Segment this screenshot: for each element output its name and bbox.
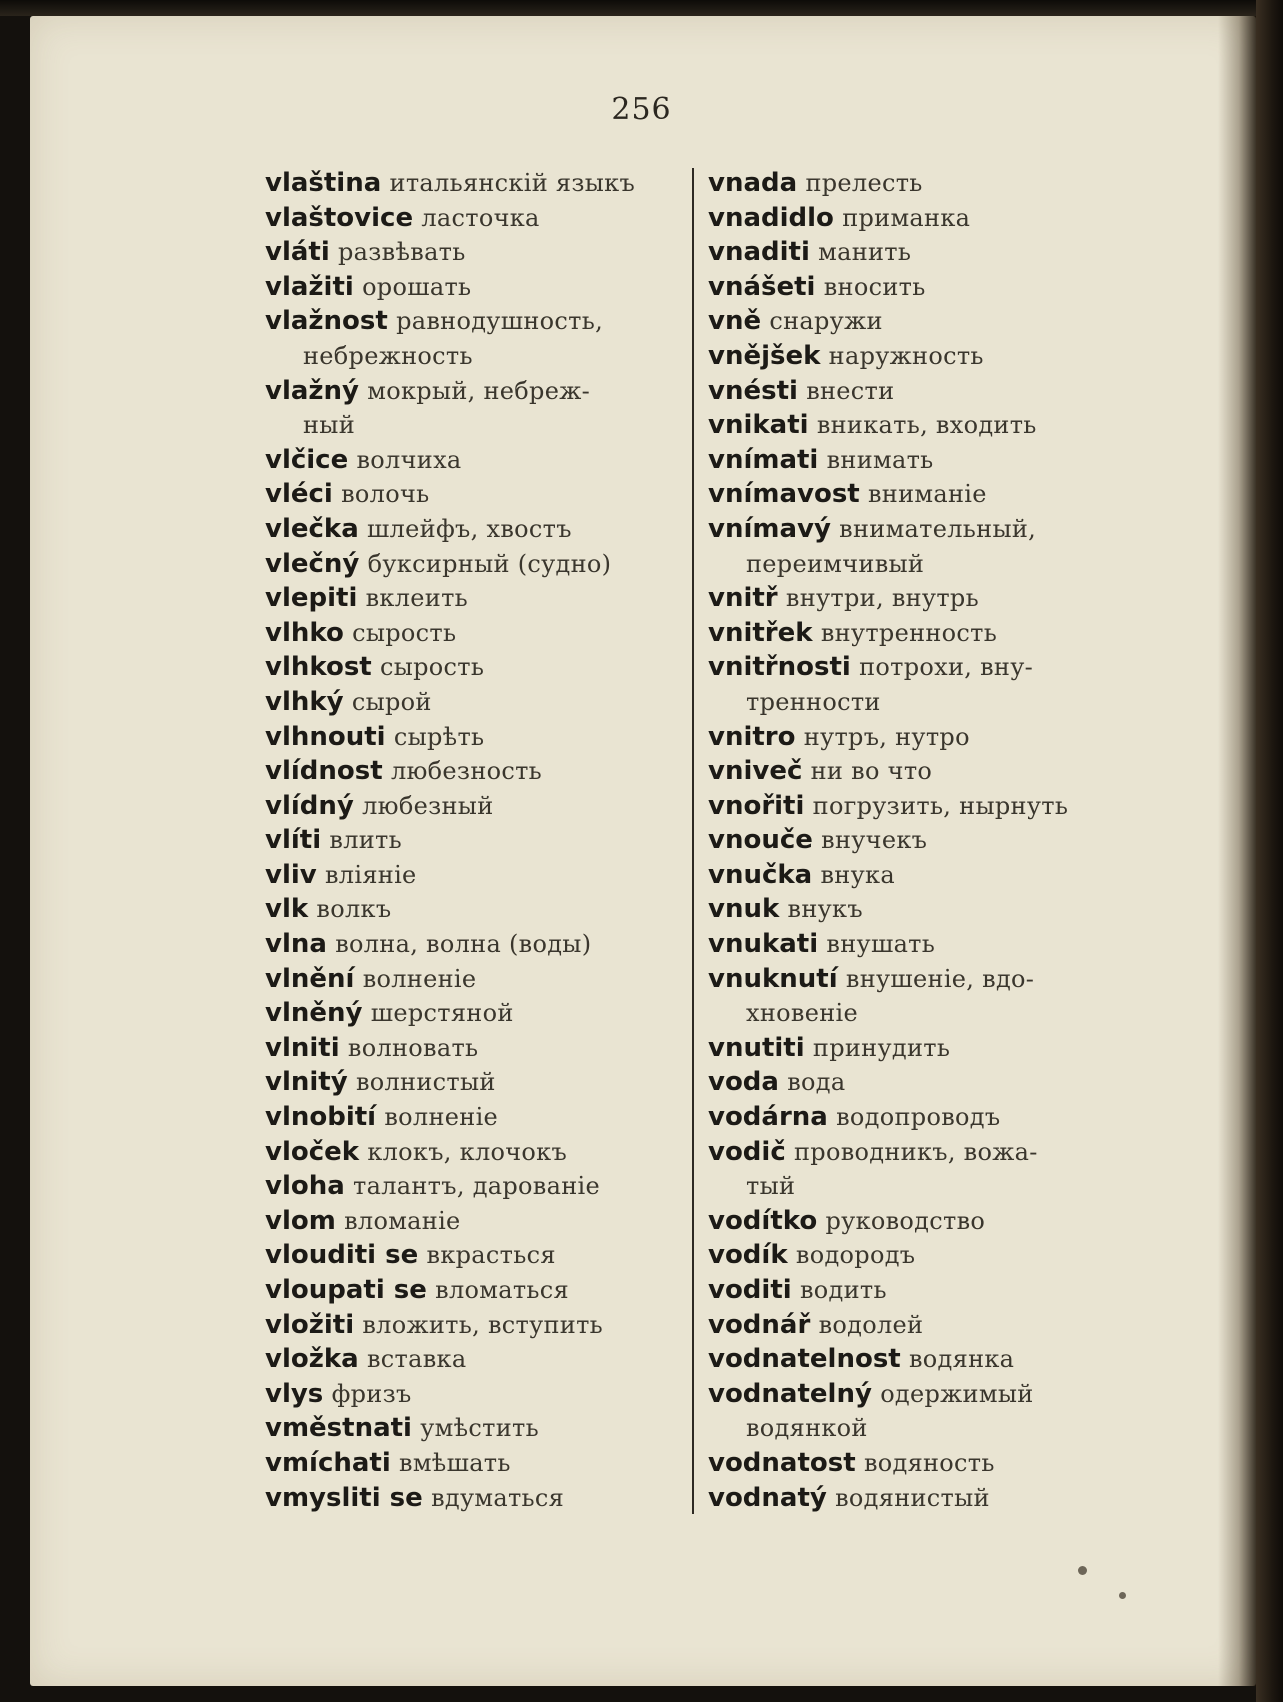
- entry-headword: vlíti: [265, 825, 322, 856]
- dictionary-entry: [708, 235, 1128, 270]
- dictionary-entry: [265, 443, 685, 478]
- entry-translation: внучекъ: [821, 826, 928, 855]
- entry-headword: vloha: [265, 1171, 345, 1202]
- dictionary-entry: [708, 270, 1128, 305]
- entry-headword: vnímavost: [708, 479, 860, 510]
- dictionary-entry: [265, 720, 685, 755]
- entry-translation: равнодушность,: [396, 307, 603, 336]
- entry-headword: voditi: [708, 1275, 792, 1305]
- entry-headword: vodnatý: [708, 1482, 827, 1513]
- entry-translation: нутръ, нутро: [803, 722, 970, 751]
- entry-headword: vnitřnosti: [708, 652, 851, 683]
- entry-translation: прелесть: [805, 169, 923, 197]
- entry-translation: волновать: [347, 1033, 479, 1062]
- dictionary-entry: [708, 339, 1128, 374]
- entry-translation: шерстяной: [370, 999, 514, 1028]
- dictionary-entry: [265, 754, 685, 789]
- dictionary-entry: [708, 1308, 1128, 1343]
- entry-headword: vnaditi: [708, 237, 810, 268]
- dictionary-entry: [265, 789, 685, 824]
- ink-speck: [1119, 1592, 1126, 1599]
- page-number: 256: [611, 92, 672, 127]
- dictionary-entry: [265, 1169, 685, 1204]
- entry-headword: vláti: [265, 237, 330, 268]
- dictionary-entry: [708, 477, 1128, 512]
- entry-headword: vlídnost: [265, 756, 383, 787]
- dictionary-entry: [708, 1377, 1128, 1446]
- dictionary-entry: [708, 927, 1128, 962]
- entry-headword: vodnatelnost: [708, 1344, 901, 1375]
- entry-translation: талантъ, дарованіе: [353, 1172, 600, 1201]
- dictionary-entry: [265, 1238, 685, 1273]
- entry-translation: вниманіе: [868, 480, 987, 509]
- entry-headword: vlněný: [265, 998, 363, 1029]
- dictionary-entry: [265, 616, 685, 651]
- entry-translation: водить: [799, 1276, 887, 1304]
- entry-translation: вода: [787, 1068, 846, 1097]
- entry-translation: манить: [818, 238, 912, 267]
- dictionary-entry: [265, 1411, 685, 1446]
- dictionary-entry: [265, 547, 685, 582]
- dictionary-entry: [708, 1238, 1128, 1273]
- entry-headword: voda: [708, 1067, 779, 1098]
- scan-top-edge: [0, 0, 1283, 16]
- entry-headword: vnuk: [708, 894, 780, 925]
- entry-headword: vlečný: [265, 548, 360, 579]
- entry-translation: руководство: [825, 1206, 986, 1235]
- entry-translation: развѣвать: [338, 238, 466, 267]
- entry-headword: vodík: [708, 1240, 788, 1271]
- entry-headword: vnášeti: [708, 271, 816, 302]
- entry-translation: сырѣть: [393, 722, 485, 751]
- dictionary-entry: [265, 892, 685, 927]
- entry-headword: vnadidlo: [708, 202, 834, 233]
- ink-speck: [1078, 1566, 1087, 1575]
- entry-headword: vlk: [265, 894, 309, 925]
- entry-headword: vlepiti: [265, 583, 358, 614]
- dictionary-entry: [708, 304, 1128, 339]
- dictionary-entry: [708, 581, 1128, 616]
- dictionary-entry: [265, 823, 685, 858]
- entry-headword: vnutiti: [708, 1032, 805, 1063]
- entry-headword: vnímati: [708, 444, 819, 475]
- entry-translation: наружность: [828, 341, 984, 370]
- entry-translation: волненіе: [384, 1103, 499, 1132]
- entry-headword: vodítko: [708, 1205, 818, 1236]
- dictionary-entry: [708, 754, 1128, 789]
- dictionary-entry: [265, 858, 685, 893]
- dictionary-entry: [708, 166, 1128, 201]
- entry-translation: внимательный,: [839, 514, 1037, 543]
- entry-translation: водянистый: [835, 1483, 990, 1512]
- dictionary-entry: [708, 789, 1128, 824]
- dictionary-entry: [708, 892, 1128, 927]
- entry-translation: внимать: [826, 445, 934, 474]
- dictionary-entry: [265, 1446, 685, 1481]
- entry-translation: волна, волна (воды): [335, 930, 592, 959]
- entry-translation: внука: [820, 860, 895, 889]
- entry-translation: водородъ: [795, 1241, 916, 1270]
- entry-headword: vlečka: [265, 513, 359, 544]
- book-edge: [1256, 0, 1283, 1702]
- entry-translation: любезность: [390, 757, 543, 786]
- entry-translation: сырость: [380, 653, 485, 682]
- dictionary-entry: [708, 823, 1128, 858]
- entry-headword: vlnění: [265, 963, 355, 994]
- dictionary-entry: [708, 650, 1128, 719]
- dictionary-entry: [265, 1377, 685, 1412]
- entry-translation: потрохи, вну-: [859, 653, 1034, 682]
- entry-headword: vmysliti se: [265, 1482, 423, 1513]
- entry-translation: волнистый: [355, 1068, 496, 1097]
- entry-translation: влить: [329, 826, 402, 855]
- entry-translation: шлейфъ, хвостъ: [367, 514, 572, 543]
- entry-translation-continuation: ный: [303, 411, 355, 440]
- entry-headword: vnuknutí: [708, 963, 838, 994]
- entry-headword: vlom: [265, 1205, 336, 1236]
- right-column: [708, 166, 1128, 1515]
- entry-headword: vlaštovice: [265, 202, 414, 233]
- entry-headword: vnějšek: [708, 340, 821, 371]
- entry-translation: фризъ: [331, 1379, 412, 1408]
- dictionary-entry: [708, 408, 1128, 443]
- dictionary-entry: [708, 1031, 1128, 1066]
- dictionary-entry: [708, 720, 1128, 755]
- entry-headword: vlna: [265, 929, 327, 960]
- entry-translation: ни во что: [810, 757, 933, 786]
- entry-headword: vnukati: [708, 929, 819, 960]
- entry-translation: внести: [806, 376, 895, 405]
- entry-headword: vnada: [708, 168, 798, 198]
- dictionary-entry: [265, 1065, 685, 1100]
- dictionary-entry: [708, 858, 1128, 893]
- dictionary-entry: [265, 1342, 685, 1377]
- dictionary-entry: [265, 166, 685, 201]
- entry-translation: сырость: [352, 618, 457, 647]
- entry-headword: vodárna: [708, 1102, 828, 1133]
- dictionary-entry: [708, 1481, 1128, 1516]
- dictionary-entry: [265, 201, 685, 236]
- entry-translation: вносить: [823, 272, 926, 301]
- dictionary-entry: [265, 1481, 685, 1516]
- entry-translation: волочь: [341, 480, 430, 509]
- entry-headword: vlys: [265, 1378, 324, 1409]
- dictionary-entry: [265, 581, 685, 616]
- entry-headword: vlouditi se: [265, 1240, 419, 1271]
- column-divider: [692, 168, 694, 1514]
- entry-headword: vlniti: [265, 1032, 340, 1063]
- entry-translation: водянка: [909, 1345, 1015, 1374]
- dictionary-entry: [265, 512, 685, 547]
- dictionary-entry: [265, 1031, 685, 1066]
- left-column: [265, 166, 685, 1515]
- dictionary-entry: [265, 1204, 685, 1239]
- dictionary-entry: [708, 616, 1128, 651]
- entry-headword: vlažnost: [265, 306, 388, 337]
- dictionary-entry: [265, 1273, 685, 1308]
- entry-headword: vniveč: [708, 756, 803, 787]
- dictionary-entry: [265, 962, 685, 997]
- entry-translation: вникать, входить: [816, 411, 1037, 440]
- dictionary-entry: [265, 374, 685, 443]
- dictionary-entry: [265, 477, 685, 512]
- entry-translation: водопроводъ: [836, 1103, 1001, 1132]
- entry-headword: vléci: [265, 479, 333, 510]
- entry-headword: vlnobití: [265, 1102, 377, 1133]
- entry-headword: vloček: [265, 1136, 360, 1167]
- entry-headword: vložiti: [265, 1309, 355, 1340]
- dictionary-entry: [265, 650, 685, 685]
- entry-translation: вломаться: [435, 1276, 569, 1304]
- entry-headword: vnořiti: [708, 790, 805, 821]
- dictionary-entry: [708, 1204, 1128, 1239]
- entry-translation: одержимый: [880, 1379, 1034, 1408]
- entry-translation: итальянскій языкъ: [389, 169, 636, 197]
- entry-translation: вкрасться: [426, 1241, 556, 1270]
- entry-headword: vložka: [265, 1344, 359, 1375]
- entry-translation: вліяніе: [325, 860, 417, 889]
- entry-translation: внукъ: [787, 895, 863, 924]
- entry-headword: vměstnati: [265, 1413, 412, 1444]
- entry-translation: приманка: [842, 203, 971, 232]
- entry-translation-continuation: переимчивый: [746, 549, 925, 578]
- entry-translation: буксирный (судно): [367, 549, 612, 578]
- entry-translation-continuation: водянкой: [746, 1414, 868, 1443]
- dictionary-entry: [708, 1065, 1128, 1100]
- dictionary-entry: [708, 1342, 1128, 1377]
- entry-translation: внушать: [826, 930, 936, 959]
- entry-translation-continuation: небрежность: [303, 341, 473, 370]
- dictionary-entry: [265, 685, 685, 720]
- entry-headword: vnitřek: [708, 617, 813, 648]
- entry-headword: vlhký: [265, 686, 344, 717]
- entry-translation: волчиха: [356, 445, 462, 474]
- entry-translation: волкъ: [316, 895, 392, 924]
- entry-translation-continuation: тренности: [746, 687, 881, 716]
- entry-headword: vloupati se: [265, 1275, 427, 1305]
- dictionary-entry: [708, 1273, 1128, 1308]
- entry-translation: ласточка: [421, 203, 540, 232]
- entry-translation: вставка: [366, 1345, 467, 1374]
- entry-headword: vlaština: [265, 168, 382, 198]
- entry-translation-continuation: хновеніе: [746, 999, 858, 1028]
- entry-headword: vlažný: [265, 375, 359, 406]
- entry-headword: vnímavý: [708, 513, 831, 544]
- entry-translation: орошать: [362, 272, 472, 301]
- binding-shadow: [1218, 16, 1256, 1686]
- dictionary-entry: [265, 996, 685, 1031]
- dictionary-entry: [265, 270, 685, 305]
- dictionary-entry: [265, 927, 685, 962]
- entry-headword: vnitro: [708, 721, 796, 752]
- entry-headword: vodnář: [708, 1309, 811, 1340]
- entry-headword: vlídný: [265, 790, 354, 821]
- dictionary-entry: [708, 512, 1128, 581]
- entry-translation: вклеить: [365, 584, 469, 613]
- entry-translation: внушеніе, вдо-: [845, 964, 1035, 993]
- entry-headword: vodič: [708, 1136, 786, 1167]
- entry-headword: vnésti: [708, 375, 798, 406]
- entry-headword: vliv: [265, 859, 317, 890]
- dictionary-entry: [708, 1100, 1128, 1135]
- entry-translation: мокрый, небреж-: [367, 376, 591, 405]
- entry-translation: вложить, вступить: [362, 1310, 604, 1339]
- entry-translation: погрузить, нырнуть: [812, 791, 1069, 820]
- entry-translation: умѣстить: [420, 1414, 539, 1443]
- entry-translation-continuation: тый: [746, 1172, 796, 1201]
- entry-translation: снаружи: [769, 307, 883, 336]
- dictionary-entry: [708, 201, 1128, 236]
- entry-translation: вломаніе: [344, 1206, 461, 1235]
- entry-translation: клокъ, клочокъ: [367, 1137, 568, 1166]
- entry-translation: любезный: [362, 791, 494, 820]
- entry-translation: внутренность: [820, 618, 998, 647]
- dictionary-entry: [265, 1100, 685, 1135]
- entry-translation: сырой: [351, 687, 432, 716]
- entry-headword: vnouče: [708, 825, 813, 856]
- dictionary-entry: [265, 1135, 685, 1170]
- dictionary-entry: [708, 374, 1128, 409]
- entry-headword: vodnatost: [708, 1447, 856, 1478]
- entry-headword: vmíchati: [265, 1447, 391, 1478]
- dictionary-entry: [708, 443, 1128, 478]
- entry-headword: vnitř: [708, 583, 778, 614]
- dictionary-entry: [708, 1446, 1128, 1481]
- entry-translation: водяность: [863, 1448, 995, 1477]
- entry-translation: волненіе: [362, 964, 477, 993]
- entry-headword: vlažiti: [265, 271, 354, 302]
- entry-headword: vlhko: [265, 617, 344, 648]
- entry-translation: проводникъ, вожа-: [794, 1137, 1038, 1166]
- entry-headword: vlhkost: [265, 652, 372, 683]
- entry-translation: вдуматься: [431, 1483, 565, 1512]
- entry-translation: внутри, внутрь: [785, 584, 979, 613]
- dictionary-entry: [265, 1308, 685, 1343]
- entry-headword: vlhnouti: [265, 721, 386, 752]
- entry-headword: vlnitý: [265, 1067, 348, 1098]
- entry-headword: vnikati: [708, 410, 809, 441]
- dictionary-entry: [708, 1135, 1128, 1204]
- entry-headword: vnučka: [708, 859, 813, 890]
- dictionary-entry: [265, 235, 685, 270]
- entry-translation: принудить: [812, 1033, 951, 1062]
- dictionary-entry: [708, 962, 1128, 1031]
- dictionary-entry: [265, 304, 685, 373]
- entry-headword: vodnatelný: [708, 1378, 872, 1409]
- entry-translation: вмѣшать: [399, 1448, 511, 1477]
- entry-headword: vlčice: [265, 444, 349, 475]
- entry-translation: водолей: [818, 1310, 924, 1339]
- entry-headword: vně: [708, 306, 762, 337]
